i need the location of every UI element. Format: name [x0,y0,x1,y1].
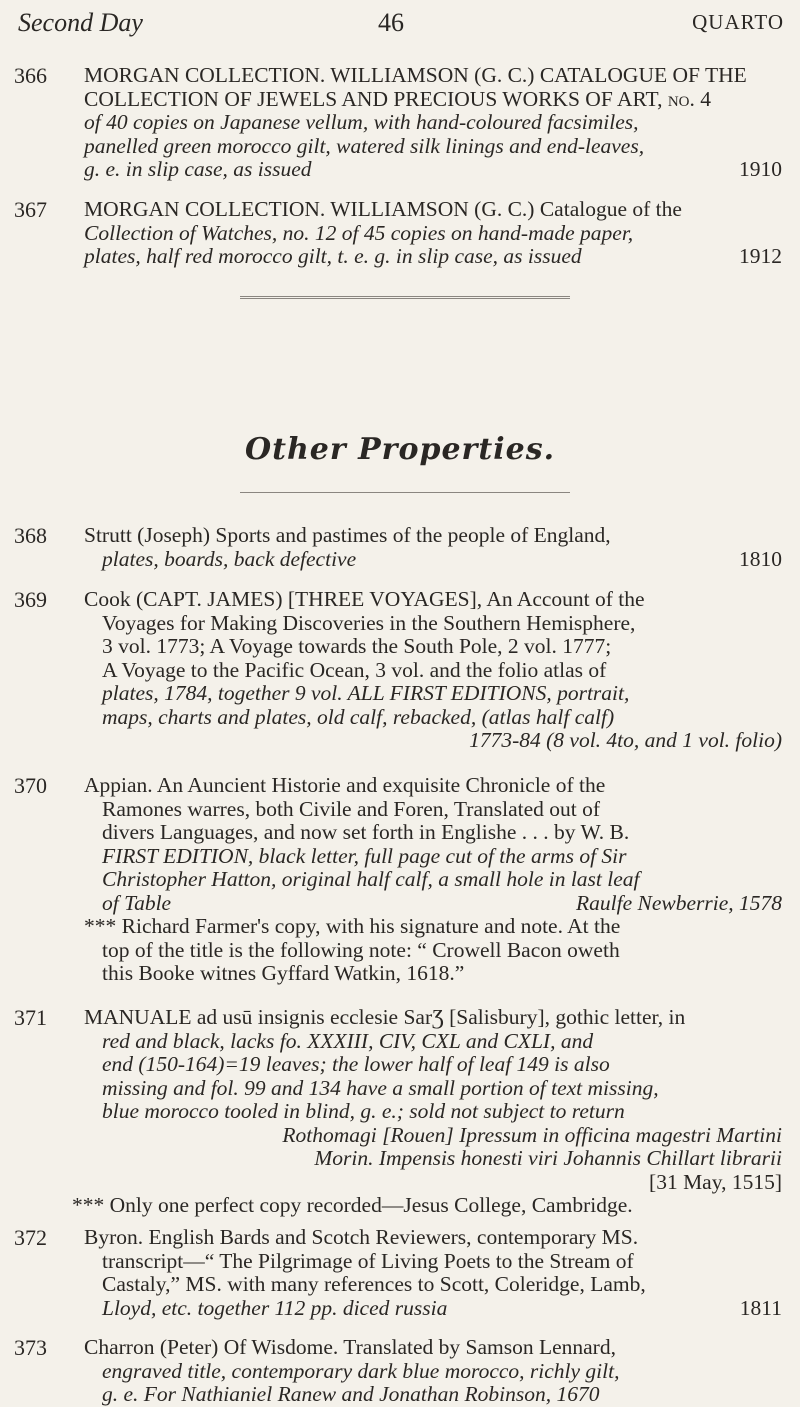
entry-note: this Booke witnes Gyffard Watkin, 1618.” [102,961,465,985]
lot-number: 371 [14,1005,47,1030]
entry-line: Strutt (Joseph) Sports and pastimes of the people of England, [84,523,611,547]
entry-year: 1811 [739,1295,782,1320]
entry-line: 1773-84 (8 vol. 4to, and 1 vol. folio) [469,728,782,752]
entry-year: 1912 [739,244,782,268]
entry-line: Cook (CAPT. JAMES) [THREE VOYAGES], An Account of the [84,587,645,611]
entry-line: MORGAN COLLECTION. WILLIAMSON (G. C.) CATALOGUE OF THE [84,63,747,87]
entry-line: Voyages for Making Discoveries in the Southern Hemisphere, [102,610,636,635]
lot-number: 367 [14,197,47,222]
entry-line: Appian. An Auncient Historie and exquisite Chronicle of the [84,773,606,797]
entry-line: Ramones warres, both Civile and Foren, Translated out of [102,796,601,821]
entry-note: *** Richard Farmer's copy, with his signature and note. At the [84,914,621,938]
entry-line: Raulfe Newberrie, 1578 [575,890,782,915]
entry-line: Collection of Watches, no. 12 of 45 copies on hand-made paper, [84,220,634,245]
entry-year: 1810 [739,546,782,571]
entry-line: plates, boards, back defective [102,546,357,571]
catalogue-entry [14,774,782,986]
entry-line: missing and fol. 99 and 134 have a small portion of text missing, [102,1075,659,1100]
entry-note: top of the title is the following note: “ Crowell Bacon oweth [102,937,620,962]
entry-line: of Table [102,890,172,915]
entry-line: Rothomagi [Rouen] Ipressum in officina magestri Martini [282,1122,782,1147]
lot-number: 368 [14,523,47,548]
entry-line: red and black, lacks fo. XXXIII, CIV, CXL and CXLI, and [102,1028,594,1053]
page-header [18,8,784,42]
catalogue-entry [14,524,782,571]
entry-note: *** Only one perfect copy recorded—Jesus College, Cambridge. [72,1193,633,1217]
entry-line: plates, half red morocco gilt, t. e. g. in slip case, as issued [84,244,582,268]
catalogue-entry [14,588,782,753]
entry-line: 3 vol. 1773; A Voyage towards the South Pole, 2 vol. 1777; [102,634,612,658]
entry-line: divers Languages, and now set forth in Englishe . . . by W. B. [102,820,630,844]
entry-line: Castaly,” MS. with many references to Scott, Coleridge, Lamb, [102,1272,646,1296]
entry-line: plates, 1784, together 9 vol. ALL FIRST EDITIONS, portrait, [102,681,630,705]
entry-line: FIRST EDITION, black letter, full page cut of the arms of Sir [102,843,627,868]
running-head-day: Second Day [18,8,143,37]
entry-line: g. e. in slip case, as issued [84,157,312,181]
entry-line: Charron (Peter) Of Wisdome. Translated by Samson Lennard, [84,1335,616,1359]
section-rule-bottom [240,492,570,493]
entry-line: MORGAN COLLECTION. WILLIAMSON (G. C.) Catalogue of the [84,197,682,221]
entry-line: COLLECTION OF JEWELS AND PRECIOUS WORKS OF ART, no. 4 [84,86,711,111]
catalogue-entry [14,1336,782,1407]
entry-line: blue morocco tooled in blind, g. e.; sold not subject to return [102,1099,625,1123]
entry-line: engraved title, contemporary dark blue morocco, richly gilt, [102,1358,620,1383]
lot-number: 370 [14,773,47,798]
entry-line: A Voyage to the Pacific Ocean, 3 vol. and the folio atlas of [102,657,607,682]
entry-line: Lloyd, etc. together 112 pp. diced russia [102,1295,448,1320]
lot-number: 372 [14,1225,47,1250]
lot-number: 366 [14,63,47,88]
entry-line: end (150-164)=19 leaves; the lower half of leaf 149 is also [102,1052,610,1076]
catalogue-entry [14,1006,782,1218]
entry-line: panelled green morocco gilt, watered silk linings and end-leaves, [84,133,645,158]
entry-line: maps, charts and plates, old calf, rebacked, (atlas half calf) [102,704,615,729]
lot-number: 369 [14,587,47,612]
entry-line: g. e. For Nathianiel Ranew and Jonathan Robinson, 1670 [102,1382,600,1406]
section-title: Other Properties. [244,432,556,467]
entry-line: [31 May, 1515] [649,1169,782,1194]
section-rule-top [240,296,570,299]
entry-line: MANUALE ad usū insignis ecclesie SarƷ [Salisbury], gothic letter, in [84,1005,686,1029]
entry-year: 1910 [739,157,782,181]
format-heading: QUARTO [692,10,784,34]
catalogue-entry [14,64,782,182]
entry-line: transcript—“ The Pilgrimage of Living Poets to the Stream of [102,1248,634,1273]
lot-number: 373 [14,1335,47,1360]
entry-line: Byron. English Bards and Scotch Reviewers, contemporary MS. [84,1225,639,1249]
entry-line: Christopher Hatton, original half calf, a small hole in last leaf [102,867,640,891]
catalogue-entry [14,198,782,269]
entry-line: of 40 copies on Japanese vellum, with hand-coloured facsimiles, [84,110,639,134]
entry-line: Morin. Impensis honesti viri Johannis Chillart librarii [314,1146,782,1170]
page-number: 46 [378,8,404,37]
catalogue-entry [14,1226,782,1320]
